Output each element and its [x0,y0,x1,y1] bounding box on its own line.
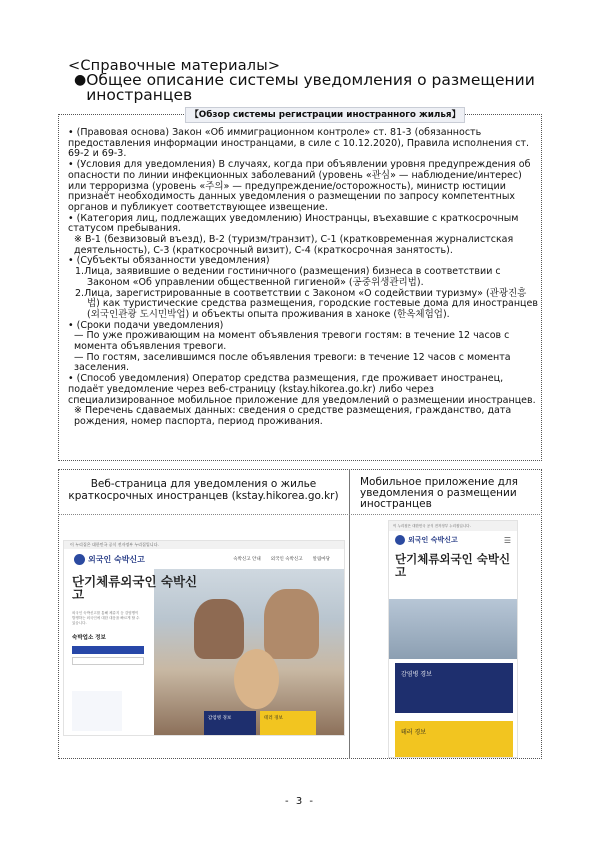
web-secondary-button [72,657,144,665]
web-hero-sub: 외국인 숙박신고를 통해 체류지 등 감염병이 발생하는 외국인에 대한 대응을 빠르게 할 수 있습니다. [72,611,140,625]
overview-text [68,128,538,428]
heading-text: Общее описание системы уведомления о размещении иностранцев [86,71,535,104]
web-panel-title: 숙박업소 정보 [72,635,106,641]
subject-category: • (Категория лиц, подлежащих уведомлению) Иностранцы, въехавшие с краткосрочным статусом пребывания. [68,212,519,235]
mobile-nav [389,531,517,549]
table-header-line [58,514,542,515]
mobile-logo-text: 외국인 숙박신고 [408,536,458,544]
legal-basis: • (Правовая основа) Закон «Об иммиграционном контроле» ст. 81-3 (обязанность предоставления информации иностранцами, в силе с 10.12.2020), Правила исполнения ст. 69-2 и 69-3. [68,127,530,160]
main-heading [74,73,544,103]
web-hero-title: 단기체류외국인 숙박신고 [72,574,198,602]
web-login-button [72,646,144,654]
web-logo-text: 외국인 숙박신고 [88,554,145,564]
notice-conditions: • (Условия для уведомления) В случаях, когда при объявлении уровня предупреждения об опасности по линии инфекционных заболеваний (уровень «관심» — наблюдение/интерес) или терроризма (уровень «주의» — предупреждение/осторожность), министр юстиции признаёт необходимость данных уведомления о размещении по запросу компетентных органов и публикует соответствующее извещение. [68,159,531,213]
city-photo [389,599,518,659]
web-menu-item: 숙박신고 안내 [233,557,261,562]
duty-subjects: • (Субъекты обязанности уведомления) [68,255,270,267]
deadline-heading: • (Сроки подачи уведомления) [68,319,224,331]
web-app-banner [72,691,122,731]
visa-types: ※ B-1 (безвизовый въезд), B-2 (туризм/транзит), C-1 (кратковременная журналистская деятельность), C-3 (краткосрочный визит), C-4 (краткосрочная занятость). [74,234,514,256]
mobile-card-terror: 테러 경보 [395,721,513,758]
web-topbar: 이 누리집은 대한민국 공식 전자정부 누리집입니다. [64,541,344,549]
hamburger-icon: ☰ [503,535,511,545]
mobile-card-infection: 감염병 경보 [395,663,513,713]
mobile-hero-title: 단기체류외국인 숙박신고 [395,552,511,579]
ref-title: <Справочные материалы> [68,58,281,74]
web-menu-item: 알림마당 [312,557,330,562]
data-list: ※ Перечень сдаваемых данных: сведения о средстве размещения, гражданство, дата рождения, номер паспорта, период проживания. [74,405,512,427]
box-label: 【Обзор системы регистрации иностранного жилья】 [185,107,465,123]
subject-item-1: 1.Лица, заявившие о ведении гостиничного (размещения) бизнеса в соответствии с Законом «Об управлении общественной гигиеной» (공중위생관리법). [75,266,501,288]
web-menu [233,556,330,562]
subject-item-2: 2.Лица, зарегистрированные в соответствии с Законом «О содействии туризму» (관광진흥법) как туристические средства размещения, городские гостевые дома для иностранцев (외국인관광 도시민박업) и объекты опыта проживания в ханоке (한옥체험업). [75,287,538,320]
web-menu-item: 외국인 숙박신고 [270,557,303,562]
web-logo [74,554,145,565]
table-divider [349,469,350,759]
page-number: - 3 - [285,796,315,807]
web-card-terror: 테러 경보 [260,711,316,736]
deadline-item-1: — По уже проживающим на момент объявления тревоги гостям: в течение 12 часов с момента объявления тревоги. [74,330,510,353]
deadline-item-2: — По гостям, заселившимся после объявления тревоги: в течение 12 часов с момента заселения. [74,351,511,374]
web-caption: Веб-страница для уведомления о жилье краткосрочных иностранцев (kstay.hikorea.go.kr) [68,478,339,502]
mobile-topbar: 이 누리집은 대한민국 공식 전자정부 누리집입니다. [389,521,517,531]
mobile-screenshot [388,520,518,758]
heading-bullet: ● [74,72,87,88]
emblem-icon [395,535,405,545]
web-login-panel [72,633,144,685]
web-screenshot [63,540,345,736]
notice-method: • (Способ уведомления) Оператор средства размещения, где проживает иностранец, подаёт уведомление через веб-страницу (kstay.hikorea.go.kr) либо через специализированное мобильное приложение для уведомлений о размещении иностранцев. [68,373,536,406]
web-card-infection: 감염병 경보 [204,711,256,736]
emblem-icon [74,554,85,565]
web-nav [64,549,344,569]
mobile-caption: Мобильное приложение для уведомления о размещении иностранцев [360,476,518,510]
